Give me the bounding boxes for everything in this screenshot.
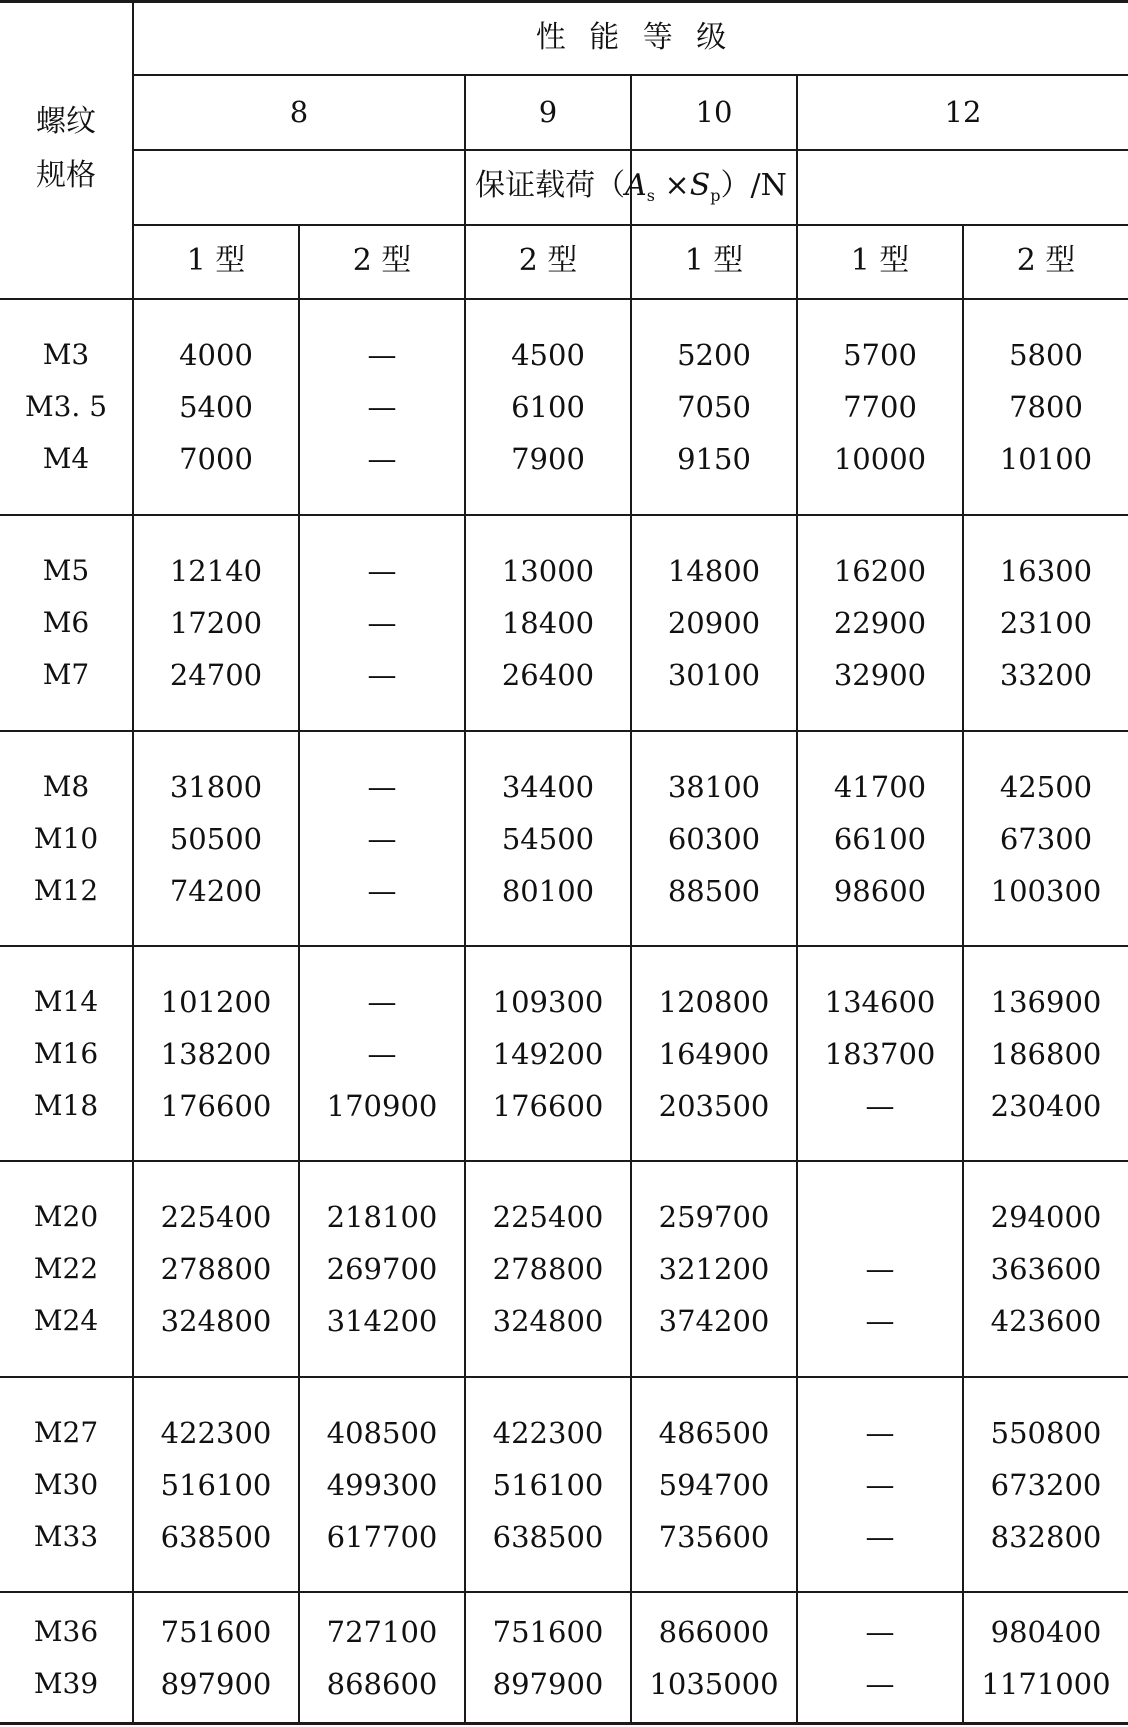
proof-load-cell: 5400 [179, 390, 253, 424]
grade-8: 8 [289, 95, 309, 129]
proof-load-cell: — [367, 606, 397, 640]
rule-group-5 [0, 1376, 1128, 1378]
proof-load-cell: 186800 [990, 1036, 1102, 1071]
proof-load-cell: 259700 [658, 1200, 770, 1234]
proof-load-cell: — [865, 1252, 895, 1286]
proof-load-cell: — [367, 390, 397, 424]
proof-load-cell: 230400 [990, 1088, 1102, 1123]
proof-load-cell: 34400 [501, 769, 595, 804]
proof-load-cell: — [367, 821, 397, 856]
type-header-5: 1 型 [850, 243, 910, 278]
proof-load-cell: 98600 [833, 873, 927, 908]
proof-load-cell: 6100 [511, 390, 585, 424]
type-header-6: 2 型 [1016, 243, 1076, 278]
proof-load-cell: 897900 [160, 1666, 272, 1701]
proof-load-cell: 225400 [492, 1200, 604, 1234]
proof-load-cell: 26400 [501, 658, 595, 692]
proof-load-suffix: ）/N [720, 168, 787, 203]
proof-load-cell: — [865, 1614, 895, 1649]
grade-9: 9 [538, 95, 558, 129]
thread-spec-cell: M3 [42, 338, 90, 371]
proof-load-cell: 5800 [1009, 338, 1083, 372]
proof-load-cell: 324800 [492, 1304, 604, 1338]
proof-load-cell: 203500 [658, 1088, 770, 1123]
proof-load-cell: 4500 [511, 338, 585, 372]
proof-load-cell: 13000 [501, 554, 595, 588]
proof-load-cell: 42500 [999, 769, 1093, 804]
proof-load-cell: 164900 [658, 1036, 770, 1071]
proof-load-cell: 176600 [160, 1088, 272, 1123]
proof-load-cell: 314200 [326, 1304, 438, 1338]
proof-load-cell: 88500 [667, 873, 761, 908]
thread-spec-cell: M6 [42, 606, 90, 639]
proof-load-cell: 136900 [990, 984, 1102, 1019]
thread-spec-cell: M3. 5 [24, 390, 108, 423]
proof-load-cell: 294000 [990, 1200, 1102, 1234]
proof-load-cell: 866000 [658, 1614, 770, 1649]
rule-group-6 [0, 1591, 1128, 1593]
proof-load-cell: — [865, 1467, 895, 1502]
times-symbol: × [655, 168, 690, 203]
proof-load-prefix: 保证载荷（ [475, 168, 626, 203]
proof-load-cell: 4000 [179, 338, 253, 372]
grade-10: 10 [695, 95, 733, 129]
proof-load-cell: — [367, 658, 397, 692]
proof-load-cell: 218100 [326, 1200, 438, 1234]
proof-load-cell: 7800 [1009, 390, 1083, 424]
proof-load-cell: 74200 [169, 873, 263, 908]
thread-spec-cell: M36 [33, 1614, 99, 1648]
thread-spec-cell: M16 [33, 1036, 99, 1070]
proof-load-cell: 134600 [824, 984, 936, 1019]
proof-load-cell: 727100 [326, 1614, 438, 1649]
proof-load-cell: — [367, 338, 397, 372]
as-subscript: s [646, 186, 656, 205]
thread-spec-cell: M4 [42, 442, 90, 475]
proof-load-cell: 22900 [833, 606, 927, 640]
proof-load-cell: 101200 [160, 984, 272, 1019]
thread-spec-cell: M24 [33, 1304, 99, 1337]
proof-load-cell: 751600 [160, 1614, 272, 1649]
proof-load-cell: — [367, 1036, 397, 1071]
proof-load-cell: 7700 [843, 390, 917, 424]
proof-load-heading [134, 160, 1128, 222]
proof-load-cell: 16200 [833, 554, 927, 588]
rule-group-1 [0, 514, 1128, 516]
proof-load-cell: 324800 [160, 1304, 272, 1338]
proof-load-cell: 321200 [658, 1252, 770, 1286]
proof-load-cell: 183700 [824, 1036, 936, 1071]
thread-spec-cell: M30 [33, 1467, 99, 1501]
proof-load-cell: 67300 [999, 821, 1093, 856]
proof-load-cell: 408500 [326, 1415, 438, 1450]
proof-load-cell: — [367, 442, 397, 476]
rule-header-bottom [0, 298, 1128, 300]
proof-load-cell: 638500 [492, 1519, 604, 1554]
proof-load-cell: — [865, 1088, 895, 1123]
as-symbol: A [625, 168, 647, 203]
proof-load-cell: 30100 [667, 658, 761, 692]
rule-group-2 [0, 730, 1128, 732]
rule-group-3 [0, 945, 1128, 947]
thread-spec-cell: M18 [33, 1088, 99, 1122]
type-header-3: 2 型 [518, 243, 578, 278]
thread-spec-cell: M22 [33, 1252, 99, 1285]
proof-load-cell: 617700 [326, 1519, 438, 1554]
proof-load-cell: 32900 [833, 658, 927, 692]
proof-load-cell: 423600 [990, 1304, 1102, 1338]
proof-load-cell: 868600 [326, 1666, 438, 1701]
rule-group-4 [0, 1160, 1128, 1162]
proof-load-cell: 516100 [492, 1467, 604, 1502]
proof-load-cell: 23100 [999, 606, 1093, 640]
proof-load-cell: 1171000 [981, 1666, 1111, 1701]
proof-load-cell: 41700 [833, 769, 927, 804]
proof-load-cell: 54500 [501, 821, 595, 856]
proof-load-cell: 673200 [990, 1467, 1102, 1502]
proof-load-cell: 7000 [179, 442, 253, 476]
proof-load-cell: 225400 [160, 1200, 272, 1234]
proof-load-cell: 422300 [492, 1415, 604, 1450]
proof-load-cell: 120800 [658, 984, 770, 1019]
top-border [0, 0, 1128, 3]
thread-spec-cell: M8 [42, 769, 90, 803]
proof-load-cell: 832800 [990, 1519, 1102, 1554]
proof-load-cell: 20900 [667, 606, 761, 640]
proof-load-cell: 17200 [169, 606, 263, 640]
thread-spec-cell: M7 [42, 658, 90, 691]
proof-load-cell: 38100 [667, 769, 761, 804]
thread-spec-cell: M33 [33, 1519, 99, 1553]
proof-load-cell: 16300 [999, 554, 1093, 588]
proof-load-cell: 638500 [160, 1519, 272, 1554]
bottom-border [0, 1722, 1128, 1725]
proof-load-cell: 7050 [677, 390, 751, 424]
thread-spec-cell: M14 [33, 984, 99, 1018]
proof-load-cell: 138200 [160, 1036, 272, 1071]
proof-load-cell: 10000 [833, 442, 927, 476]
proof-load-cell: 31800 [169, 769, 263, 804]
proof-load-cell: — [865, 1666, 895, 1701]
thread-spec-cell: M5 [42, 554, 90, 587]
proof-load-cell: 66100 [833, 821, 927, 856]
type-header-2: 2 型 [352, 243, 412, 278]
thread-spec-cell: M12 [33, 873, 99, 907]
proof-load-cell: 751600 [492, 1614, 604, 1649]
proof-load-cell: 278800 [492, 1252, 604, 1286]
proof-load-cell: 7900 [511, 442, 585, 476]
thread-spec-cell: M27 [33, 1415, 99, 1449]
proof-load-cell: 24700 [169, 658, 263, 692]
type-header-4: 1 型 [684, 243, 744, 278]
sp-subscript: p [710, 186, 721, 205]
proof-load-cell: — [367, 554, 397, 588]
proof-load-cell: 363600 [990, 1252, 1102, 1286]
proof-load-cell: 980400 [990, 1614, 1102, 1649]
corner-label-line1: 螺纹 [36, 104, 96, 139]
type-header-1: 1 型 [186, 243, 246, 278]
proof-load-cell: 422300 [160, 1415, 272, 1450]
proof-load-cell: — [865, 1519, 895, 1554]
corner-label-line2: 规格 [36, 158, 96, 193]
thread-spec-cell: M20 [33, 1200, 99, 1233]
proof-load-cell: 149200 [492, 1036, 604, 1071]
proof-load-cell: 269700 [326, 1252, 438, 1286]
proof-load-cell: 100300 [990, 873, 1102, 908]
proof-load-cell: — [367, 984, 397, 1019]
grade-12: 12 [944, 95, 982, 129]
sp-symbol: S [689, 168, 711, 203]
proof-load-cell: 5700 [843, 338, 917, 372]
proof-load-cell: — [865, 1304, 895, 1338]
proof-load-cell: 10100 [999, 442, 1093, 476]
proof-load-cell: 499300 [326, 1467, 438, 1502]
proof-load-cell: — [367, 769, 397, 804]
proof-load-cell: — [367, 873, 397, 908]
proof-load-cell: 12140 [169, 554, 263, 588]
proof-load-cell: 735600 [658, 1519, 770, 1554]
proof-load-cell: 278800 [160, 1252, 272, 1286]
proof-load-cell: 176600 [492, 1088, 604, 1123]
proof-load-cell: 594700 [658, 1467, 770, 1502]
proof-load-cell: 80100 [501, 873, 595, 908]
proof-load-cell: 1035000 [649, 1666, 779, 1701]
proof-load-cell: 33200 [999, 658, 1093, 692]
proof-load-cell: 486500 [658, 1415, 770, 1450]
proof-load-cell: 18400 [501, 606, 595, 640]
proof-load-cell: 109300 [492, 984, 604, 1019]
proof-load-cell: 516100 [160, 1467, 272, 1502]
proof-load-cell: 170900 [326, 1088, 438, 1123]
proof-load-cell: 5200 [677, 338, 751, 372]
proof-load-cell: 897900 [492, 1666, 604, 1701]
performance-grade-heading: 性 能 等 级 [535, 20, 727, 55]
proof-load-cell: 50500 [169, 821, 263, 856]
thread-spec-cell: M10 [33, 821, 99, 855]
proof-load-cell: 14800 [667, 554, 761, 588]
proof-load-cell: — [865, 1415, 895, 1450]
proof-load-cell: 9150 [677, 442, 751, 476]
thread-spec-cell: M39 [33, 1666, 99, 1700]
proof-load-cell: 60300 [667, 821, 761, 856]
proof-load-cell: 550800 [990, 1415, 1102, 1450]
proof-load-cell: 374200 [658, 1304, 770, 1338]
